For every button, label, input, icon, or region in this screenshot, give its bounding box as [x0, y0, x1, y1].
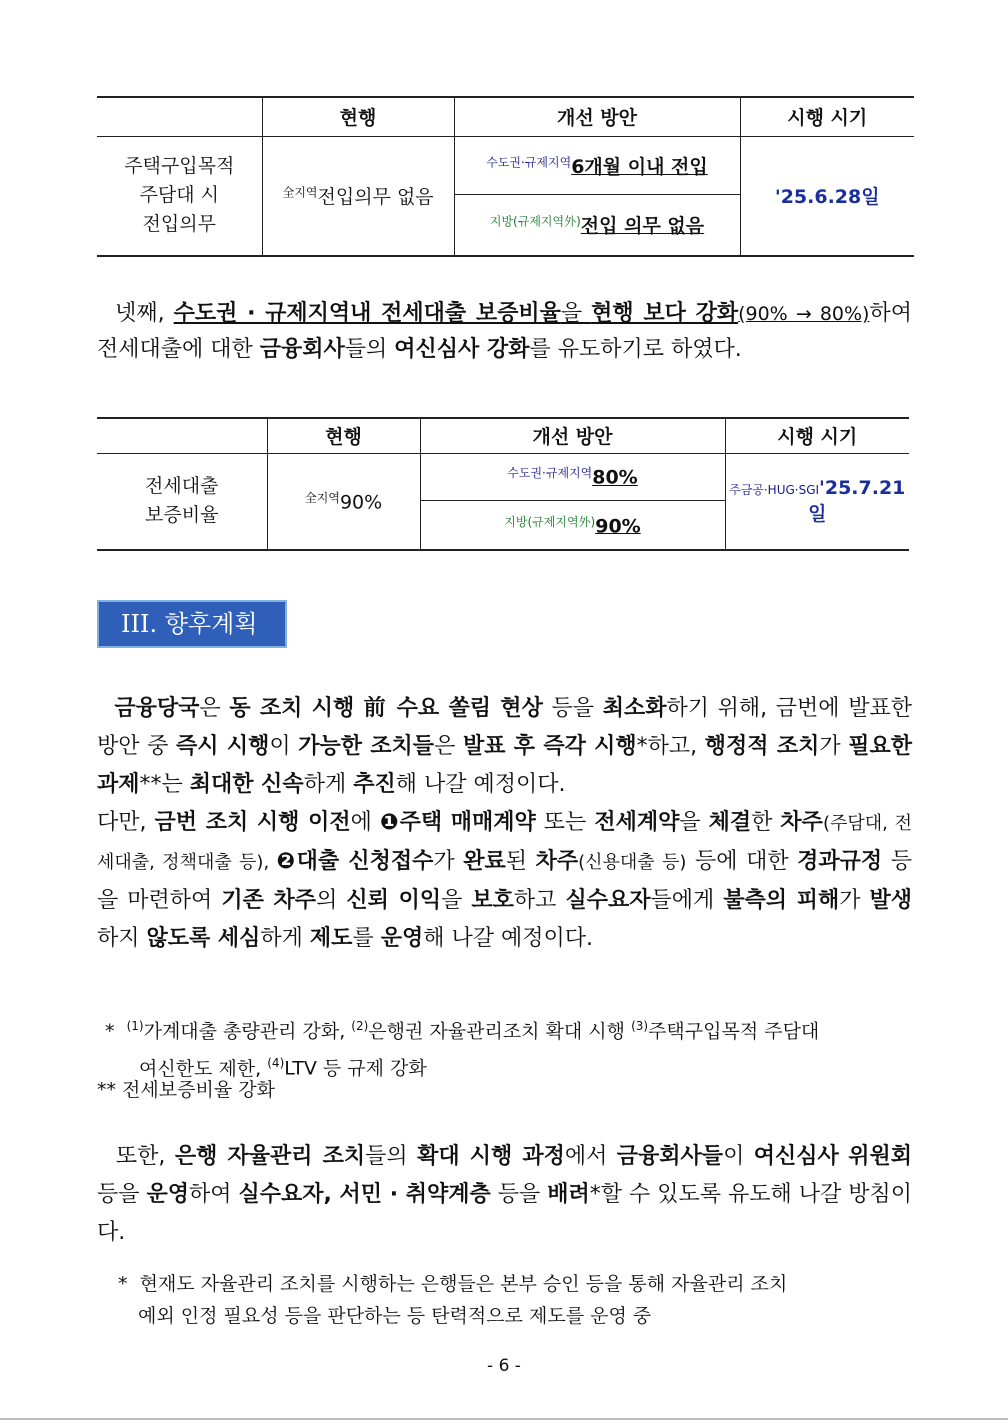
- t: (2): [351, 1019, 369, 1033]
- t: 또한,: [115, 1144, 175, 1169]
- t: 확대 시행 과정: [417, 1144, 565, 1169]
- t: (1): [126, 1019, 144, 1033]
- t: 등을: [97, 1182, 147, 1207]
- t: LTV 등 규제 강화: [284, 1057, 427, 1080]
- table1-header-date: 시행 시기: [740, 97, 914, 136]
- t: (4): [267, 1056, 285, 1071]
- t: 등을 마련하여: [97, 849, 912, 913]
- t: 은: [434, 734, 463, 759]
- text: 하여 전세대출에 대한: [97, 301, 912, 362]
- t: 금융당국: [114, 696, 200, 721]
- table2-current-region: 全지역: [304, 491, 340, 506]
- t: *하고,: [636, 734, 705, 759]
- t: 현재도 자율관리 조치를 시행하는 은행들은 본부 승인 등을 통해 자율관리 조치: [139, 1273, 788, 1295]
- table2-option2-cell: [420, 500, 725, 550]
- table2-row-label-line: 전세대출: [145, 475, 219, 498]
- t: 가: [819, 734, 849, 759]
- t: 하게: [303, 772, 354, 797]
- table1-current-text: 전입의무 없음: [317, 186, 434, 209]
- text: 을: [560, 301, 592, 326]
- t: 여신한도 제한,: [139, 1057, 268, 1080]
- t: 발생: [869, 888, 913, 913]
- text-bold: 수도권 · 규제지역내 전세대출 보증비율: [173, 301, 561, 326]
- t: 이: [723, 1144, 754, 1169]
- t: 운영: [146, 1182, 190, 1207]
- table2-option2-region: 지방(규제지역外): [504, 514, 596, 529]
- table2-current-cell: [267, 453, 420, 550]
- t: 하지: [97, 926, 147, 951]
- footnote-guarantee: [97, 1074, 275, 1106]
- t: 에: [350, 810, 380, 835]
- t: 체결: [708, 810, 752, 835]
- t: 들의: [365, 1144, 418, 1169]
- t: 주택구입목적 주담대: [648, 1020, 820, 1043]
- t: 기존 차주: [221, 888, 317, 913]
- t: 에서: [564, 1144, 617, 1169]
- t: 경과규정: [797, 849, 883, 874]
- text: 넷째,: [115, 301, 174, 326]
- t: 등을: [542, 696, 603, 721]
- table2-header-improvement: 개선 방안: [420, 418, 725, 453]
- table-guarantee-ratio: [97, 417, 909, 551]
- t: 다만,: [97, 810, 155, 835]
- t: 하여: [189, 1182, 239, 1207]
- bottom-divider: [0, 1418, 1008, 1420]
- t: 차주: [535, 849, 579, 874]
- t: 된: [505, 849, 536, 874]
- t: 발표 후 즉각 시행: [462, 734, 637, 759]
- table2-date-cell: [725, 453, 909, 550]
- text-bold: 여신심사 강화: [394, 337, 530, 362]
- table1-option1-text: 6개월 이내 전입: [571, 155, 708, 178]
- table2-option1-cell: [420, 453, 725, 500]
- table2-option1-region: 수도권·규제지역: [507, 466, 593, 481]
- footnote-star: *: [105, 1020, 115, 1043]
- t: 하기 위해, 금번에 발표한 방안 중: [97, 696, 912, 759]
- t: 하고: [513, 888, 566, 913]
- t: 금융회사들: [616, 1144, 724, 1169]
- t: 완료: [463, 849, 506, 874]
- t: 배려: [547, 1182, 590, 1207]
- t: 차주: [780, 810, 823, 835]
- t: 행정적 조치: [704, 734, 820, 759]
- text-bold: 현행 보다 강화: [591, 301, 739, 326]
- table2-option2-text: 90%: [595, 514, 641, 537]
- table2-date-agency: 주금공·HUG·SGI: [729, 482, 820, 497]
- t: 실수요자: [565, 888, 651, 913]
- page-number: - 6 -: [487, 1356, 521, 1376]
- table1-option1-cell: [454, 136, 740, 194]
- t: 등을: [490, 1182, 548, 1207]
- t: 동 조치 시행 前 수요 쏠림 현상: [229, 696, 543, 721]
- t: 않도록 세심: [146, 926, 261, 951]
- paragraph-future-plan: [97, 690, 912, 958]
- table1-current-region: 全지역: [282, 185, 318, 200]
- footnote-star: **: [97, 1079, 116, 1101]
- t: 신뢰 이익: [346, 888, 442, 913]
- t: 제도: [309, 926, 353, 951]
- t: *할 수 있도록: [589, 1182, 721, 1207]
- table1-row-label-line: 전입의무: [142, 213, 216, 236]
- t: 즉시 시행: [176, 734, 270, 759]
- t: 보호: [471, 888, 514, 913]
- t: 필요한 과제: [97, 734, 912, 797]
- table1-date: '25.6.28일: [774, 186, 880, 209]
- t: 들에게: [650, 888, 724, 913]
- section-heading: III. 향후계획: [97, 600, 287, 648]
- t: 또는: [535, 810, 595, 835]
- t: (신용대출 등): [578, 852, 687, 873]
- t: 를: [352, 926, 381, 951]
- paragraph-fourth: [97, 296, 912, 368]
- table1-option1-region: 수도권·규제지역: [486, 155, 572, 170]
- t: ❷대출 신청접수: [276, 849, 434, 874]
- t: 이: [269, 734, 299, 759]
- table2-date: '25.7.21일: [808, 476, 906, 525]
- t: 최소화: [602, 696, 667, 721]
- table2-option1-text: 80%: [592, 466, 638, 489]
- t: 전세계약: [594, 810, 680, 835]
- table2-header-blank: [97, 418, 267, 453]
- table2-header-current: 현행: [267, 418, 420, 453]
- table1-row-label-line: 주담대 시: [139, 184, 219, 207]
- t: 불측의 피해: [723, 888, 840, 913]
- t: 위원회: [848, 1144, 912, 1169]
- table2-row-label-line: 보증비율: [145, 504, 219, 527]
- footnote-star: *: [118, 1273, 128, 1295]
- t: 예외 인정 필요성 등을 판단하는 등 탄력적으로 제도를 운영 중: [138, 1305, 652, 1327]
- text: (90% → 80%): [738, 303, 870, 325]
- table2-header-date: 시행 시기: [725, 418, 909, 453]
- t: (주담대, 전세대출, 정책대출 등),: [97, 813, 912, 873]
- t: **는: [139, 772, 190, 797]
- t: 여신심사: [753, 1144, 839, 1169]
- text: 들의: [344, 337, 395, 362]
- table1-row-label: [97, 136, 262, 256]
- table1-option2-cell: [454, 194, 740, 256]
- table1-header-improvement: 개선 방안: [454, 97, 740, 136]
- table2-current-text: 90%: [339, 491, 383, 514]
- t: 하게: [260, 926, 310, 951]
- t: 의: [316, 888, 347, 913]
- table2-row-label: [97, 453, 267, 550]
- t: 을: [679, 810, 709, 835]
- t: 해 나갈 예정이다.: [423, 926, 593, 951]
- t: 등에 대한: [686, 849, 798, 874]
- table-move-in-obligation: [97, 96, 914, 257]
- table1-date-cell: [740, 136, 914, 256]
- t: 가: [839, 888, 870, 913]
- t: 가능한 조치들: [298, 734, 435, 759]
- t: 해 나갈 예정이다.: [395, 772, 566, 797]
- table1-option2-region: 지방(규제지역外): [489, 214, 581, 229]
- text: 를 유도하기로 하였다.: [529, 337, 742, 362]
- paragraph-also: [97, 1138, 912, 1252]
- t: 은행 자율관리 조치: [174, 1144, 366, 1169]
- table1-header-current: 현행: [262, 97, 454, 136]
- t: 실수요자, 서민 · 취약계층: [238, 1182, 491, 1207]
- t: 한: [751, 810, 781, 835]
- t: 추진: [353, 772, 396, 797]
- t: 가: [433, 849, 464, 874]
- table1-current-cell: [262, 136, 454, 256]
- t: 가계대출 총량관리 강화,: [143, 1020, 352, 1043]
- t: 최대한 신속: [189, 772, 304, 797]
- t: 운영: [380, 926, 424, 951]
- t: (3): [631, 1019, 649, 1033]
- t: 금번 조치 시행 이전: [154, 810, 351, 835]
- t: 전세보증비율 강화: [122, 1079, 275, 1101]
- footnote-autonomy: [118, 1268, 913, 1332]
- table1-option2-text: 전입 의무 없음: [580, 215, 705, 238]
- text-bold: 금융회사: [259, 337, 345, 362]
- t: 유도해 나갈 방침이다.: [97, 1182, 913, 1245]
- t: 은행권 자율관리조치 확대 시행: [368, 1020, 632, 1043]
- t: 을: [441, 888, 472, 913]
- t: ❶주택 매매계약: [379, 810, 536, 835]
- table1-header-blank: [97, 97, 262, 136]
- table1-row-label-line: 주택구입목적: [124, 155, 235, 178]
- t: 은: [199, 696, 230, 721]
